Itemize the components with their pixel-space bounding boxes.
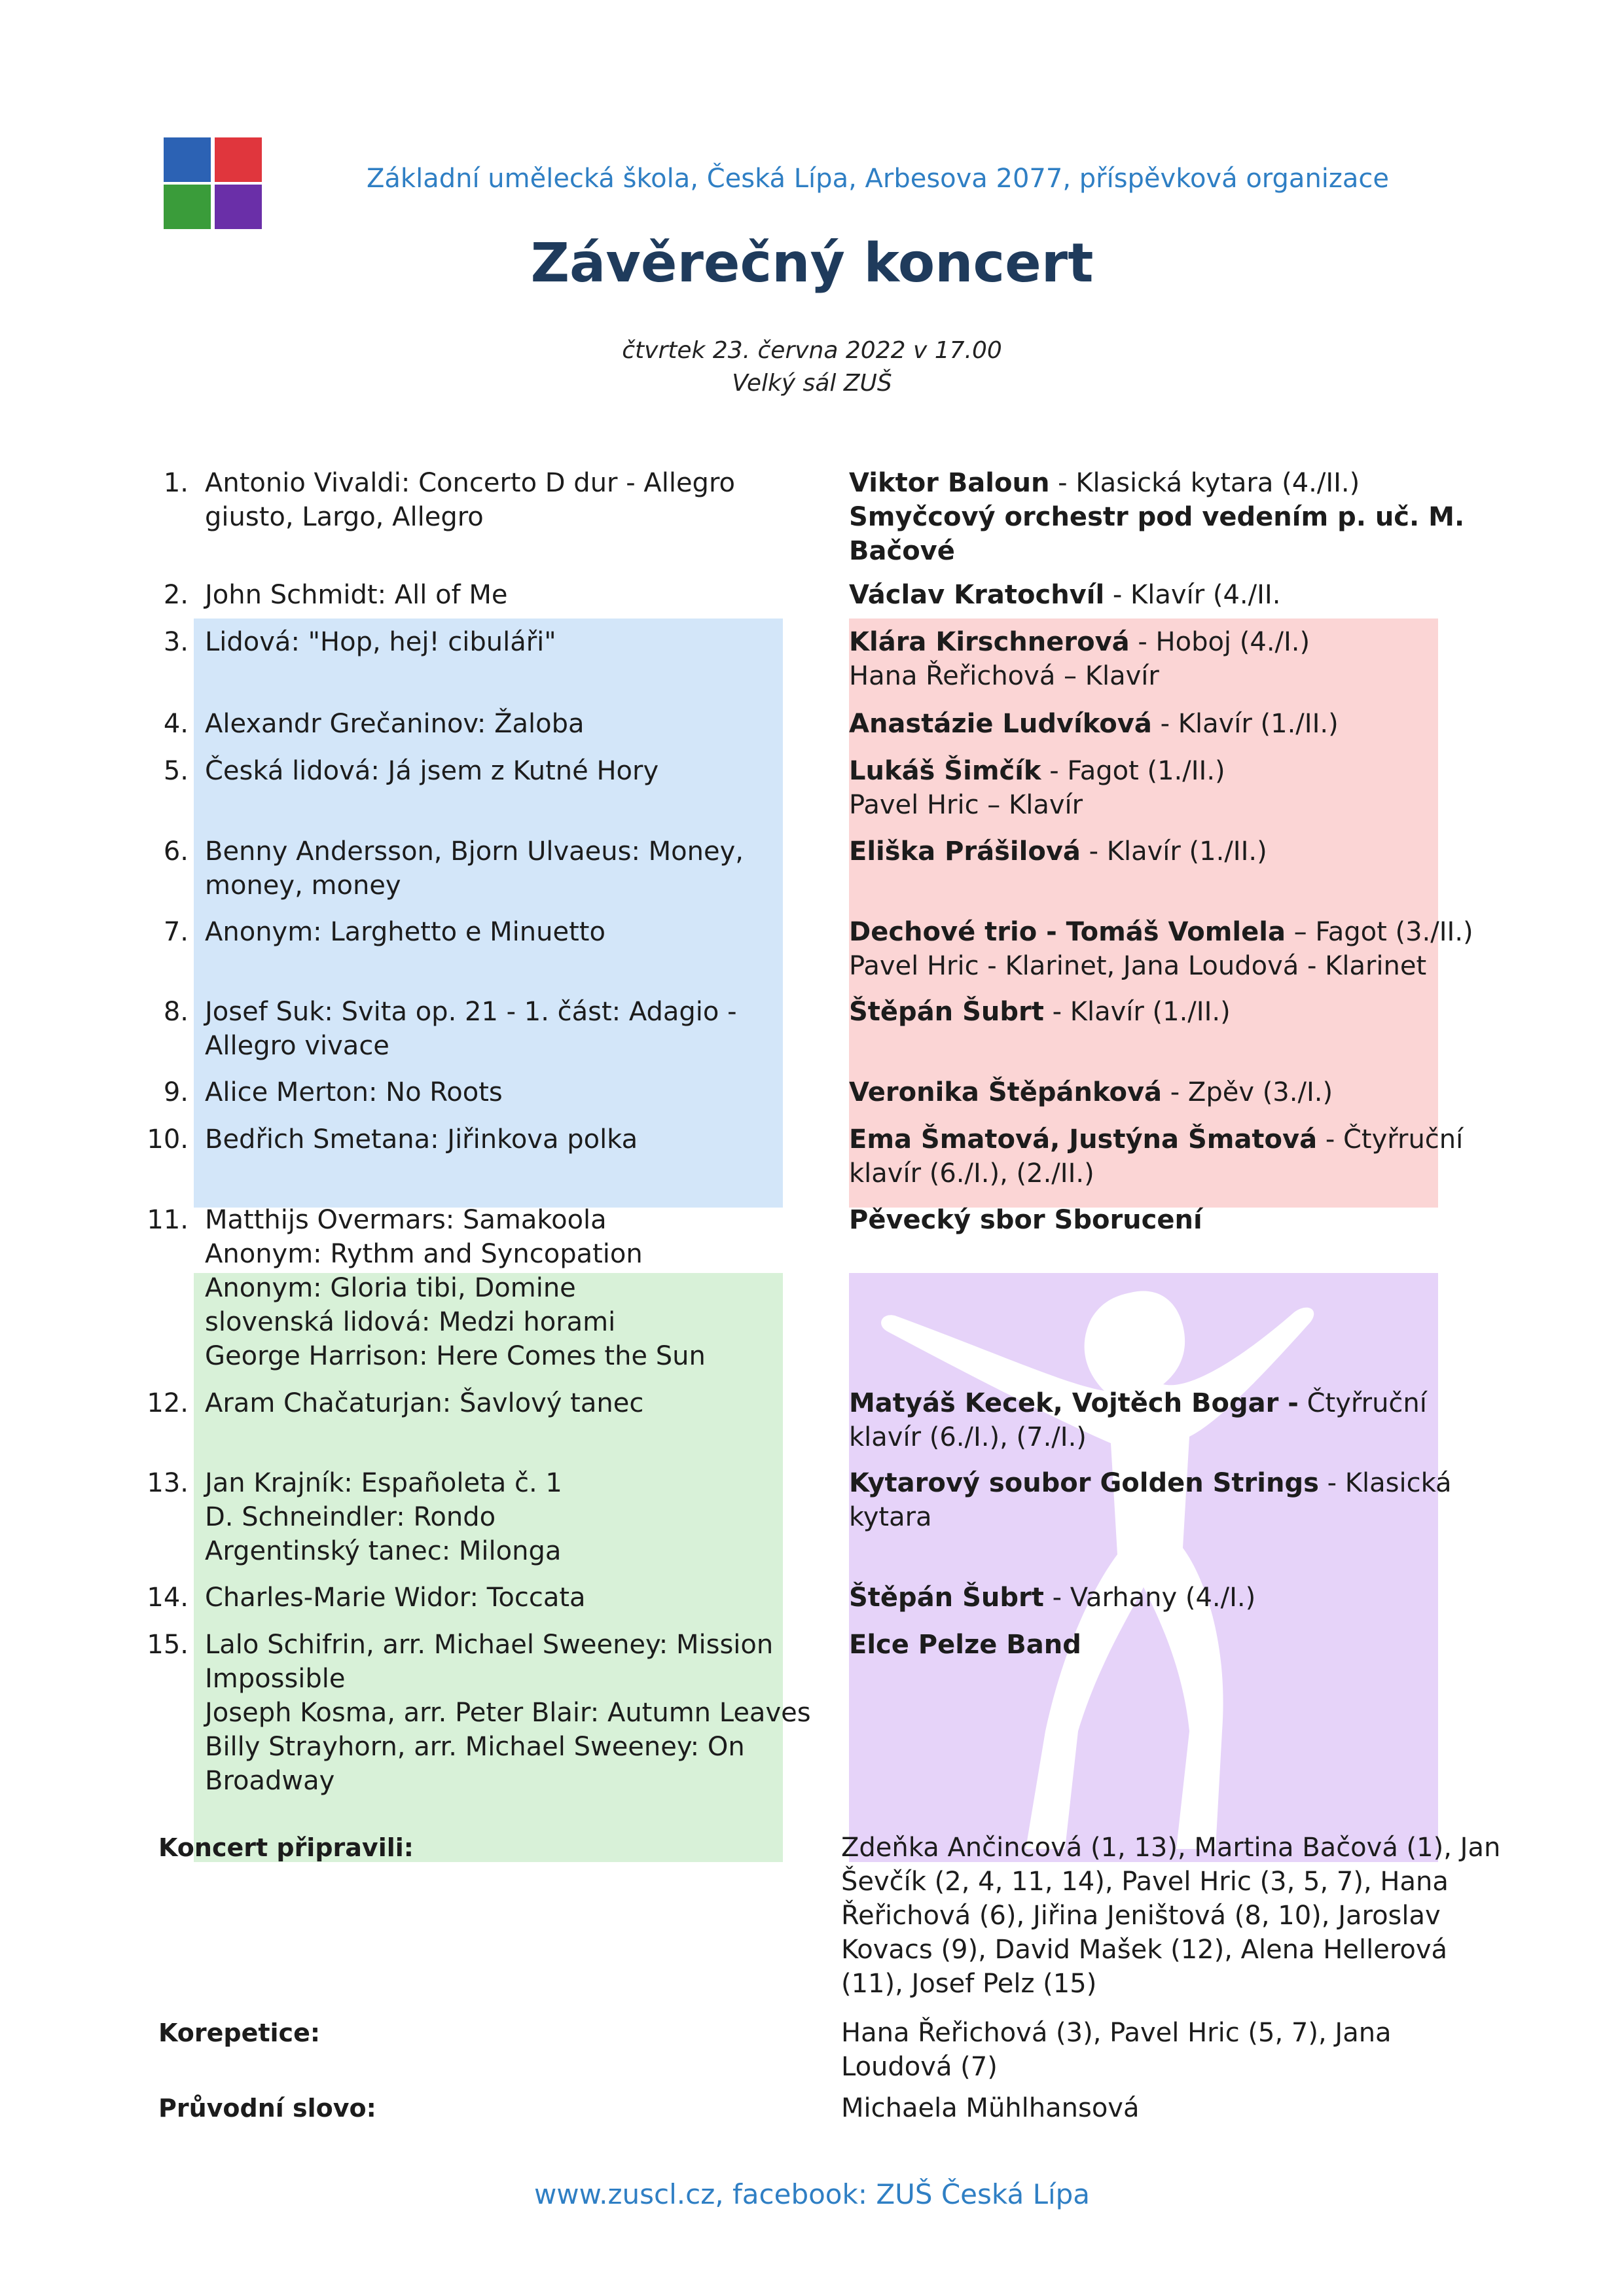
piece-line: D. Schneindler: Rondo <box>205 1502 496 1532</box>
program-performer <box>849 466 1504 568</box>
program-performer <box>849 707 1504 741</box>
school-name: Základní umělecká škola, Česká Lípa, Arbesova 2077, příspěvková organizace <box>367 164 1390 194</box>
performer-name: Veronika Štěpánková <box>849 1077 1163 1107</box>
program-performer <box>849 995 1504 1029</box>
performer-second-line <box>849 949 1504 983</box>
performer-name: Dechové trio - Tomáš Vomlela <box>849 917 1286 947</box>
performer-second-line <box>849 500 1504 568</box>
program-number: 5. <box>163 756 189 786</box>
program-piece <box>205 707 827 741</box>
performer-instrument: - Varhany (4./I.) <box>1043 1583 1256 1613</box>
prepared-label: Koncert připravili: <box>158 1833 414 1862</box>
performer-name: Elce Pelze Band <box>849 1630 1081 1660</box>
program-piece <box>205 1122 827 1157</box>
accompaniment-value: Hana Řeřichová (3), Pavel Hric (5, 7), Jana Loudová (7) <box>841 2018 1392 2082</box>
program-piece <box>205 578 827 612</box>
program-number: 11. <box>147 1205 189 1235</box>
performer-name: Lukáš Šimčík <box>849 756 1041 786</box>
piece-line: Benny Andersson, Bjorn Ulvaeus: Money, money, money <box>205 836 744 901</box>
program-number: 3. <box>163 627 189 657</box>
program-performer <box>849 1466 1504 1534</box>
accompaniment-label: Korepetice: <box>158 2018 321 2047</box>
performer-instrument: - Klavír (1./II.) <box>1151 709 1339 739</box>
program-performer <box>849 625 1504 693</box>
program-piece <box>205 915 827 949</box>
piece-line: Lidová: "Hop, hej! cibuláři" <box>205 627 556 657</box>
piece-line: Antonio Vivaldi: Concerto D dur - Allegro giusto, Largo, Allegro <box>205 468 735 532</box>
piece-line: Joseph Kosma, arr. Peter Blair: Autumn Leaves <box>205 1698 811 1728</box>
program-piece <box>205 1466 827 1568</box>
program-number: 1. <box>163 468 189 498</box>
program-piece <box>205 1581 827 1615</box>
program-performer <box>849 1122 1504 1191</box>
piece-line: Anonym: Rythm and Syncopation <box>205 1239 643 1269</box>
word-value: Michaela Mühlhansová <box>841 2093 1140 2123</box>
program-number: 2. <box>163 580 189 610</box>
program-performer <box>849 1386 1504 1454</box>
performer-instrument: - Zpěv (3./I.) <box>1162 1077 1333 1107</box>
performer-detail-2: Hana Řeřichová – Klavír <box>849 661 1159 691</box>
piece-line: Charles-Marie Widor: Toccata <box>205 1583 586 1613</box>
prepared-value: Zdeňka Ančincová (1, 13), Martina Bačová (1), Jan Ševčík (2, 4, 11, 14), Pavel Hric (3, 5, 7), Hana Řeřichová (6), Jiřina Jeništová (8, 10), Jaroslav Kovacs (9), David Mašek (12), Alena Hellerová (11), Josef Pelz (15) <box>841 1833 1501 1999</box>
program-number: 15. <box>147 1630 189 1660</box>
performer-instrument: - Klavír (1./II.) <box>1043 997 1231 1027</box>
program-number: 6. <box>163 836 189 867</box>
performer-instrument: - Klavír (4./II. <box>1104 580 1281 610</box>
piece-line: John Schmidt: All of Me <box>205 580 508 610</box>
page-title: Závěrečný koncert <box>530 232 1094 295</box>
program-performer <box>849 1203 1504 1237</box>
program-number: 10. <box>147 1124 189 1155</box>
program-piece <box>205 1386 827 1420</box>
performer-instrument: - Klasická kytara <box>849 1468 1452 1532</box>
word-label: Průvodní slovo: <box>158 2094 376 2123</box>
program-number: 13. <box>147 1468 189 1498</box>
performer-instrument: - Hoboj (4./I.) <box>1129 627 1310 657</box>
performer-name: Viktor Baloun <box>849 468 1050 498</box>
program-performer <box>849 834 1504 869</box>
piece-line: slovenská lidová: Medzi horami <box>205 1307 616 1337</box>
piece-line: Anonym: Larghetto e Minuetto <box>205 917 605 947</box>
performer-second-line <box>849 659 1504 693</box>
program-number: 12. <box>147 1388 189 1418</box>
piece-line: Argentinský tanec: Milonga <box>205 1536 562 1566</box>
performer-detail-2: Pavel Hric - Klarinet, Jana Loudová - Klarinet <box>849 951 1427 981</box>
program-performer <box>849 1581 1504 1615</box>
program-piece <box>205 834 827 903</box>
performer-name: Matyáš Kecek, Vojtěch Bogar - <box>849 1388 1299 1418</box>
piece-line: Alice Merton: No Roots <box>205 1077 503 1107</box>
program-piece <box>205 754 827 788</box>
performer-name: Štěpán Šubrt <box>849 997 1044 1027</box>
piece-line: Alexandr Grečaninov: Žaloba <box>205 709 585 739</box>
logo-purple-icon <box>215 185 262 229</box>
logo-red-icon <box>215 137 262 182</box>
program-piece <box>205 995 827 1063</box>
performer-instrument: - Fagot (1./II.) <box>1041 756 1225 786</box>
performer-instrument: - Klasická kytara (4./II.) <box>1049 468 1360 498</box>
piece-line: Lalo Schifrin, arr. Michael Sweeney: Mission Impossible <box>205 1630 774 1694</box>
program-piece <box>205 1203 827 1373</box>
program-performer <box>849 578 1504 612</box>
performer-instrument: Čtyřruční klavír (6./I.), (7./I.) <box>849 1388 1427 1452</box>
background-purple-panel <box>849 1273 1438 1862</box>
piece-line: Česká lidová: Já jsem z Kutné Hory <box>205 756 659 786</box>
website-link[interactable]: www.zuscl.cz, facebook: ZUŠ Česká Lípa <box>533 2178 1091 2210</box>
program-performer <box>849 1075 1504 1109</box>
logo-green-icon <box>164 185 211 229</box>
piece-line: Bedřich Smetana: Jiřinkova polka <box>205 1124 638 1155</box>
program-performer <box>849 754 1504 822</box>
program-number: 4. <box>163 709 189 739</box>
performer-name: Štěpán Šubrt <box>849 1583 1044 1613</box>
performer-name-2: Smyčcový orchestr pod vedením p. uč. M. Bačové <box>849 502 1465 566</box>
program-piece <box>205 625 827 659</box>
performer-instrument: - Čtyřruční klavír (6./I.), (2./II.) <box>849 1124 1464 1189</box>
program-number: 9. <box>163 1077 189 1107</box>
program-performer <box>849 915 1504 983</box>
piece-line: Jan Krajník: Españoleta č. 1 <box>205 1468 562 1498</box>
program-piece <box>205 1628 827 1798</box>
concert-date: čtvrtek 23. června 2022 v 17.00 <box>622 337 1002 364</box>
logo-blue-icon <box>164 137 211 182</box>
piece-line: Anonym: Gloria tibi, Domine <box>205 1273 576 1303</box>
performer-instrument: – Fagot (3./II.) <box>1285 917 1473 947</box>
program-number: 8. <box>163 997 189 1027</box>
concert-venue: Velký sál ZUŠ <box>732 370 892 397</box>
performer-name: Klára Kirschnerová <box>849 627 1130 657</box>
performer-name: Kytarový soubor Golden Strings <box>849 1468 1319 1498</box>
performer-name: Ema Šmatová, Justýna Šmatová <box>849 1124 1318 1155</box>
program-piece <box>205 1075 827 1109</box>
performer-instrument: - Klavír (1./II.) <box>1080 836 1267 867</box>
piece-line: Aram Chačaturjan: Šavlový tanec <box>205 1388 644 1418</box>
performer-name: Pěvecký sbor Sborucení <box>849 1205 1202 1235</box>
program-number: 14. <box>147 1583 189 1613</box>
piece-line: Josef Suk: Svita op. 21 - 1. část: Adagio - Allegro vivace <box>205 997 737 1061</box>
program-performer <box>849 1628 1504 1662</box>
dancer-silhouette-icon <box>849 1273 1438 1862</box>
piece-line: Matthijs Overmars: Samakoola <box>205 1205 607 1235</box>
piece-line: Billy Strayhorn, arr. Michael Sweeney: On Broadway <box>205 1732 745 1796</box>
performer-name: Anastázie Ludvíková <box>849 709 1152 739</box>
program-piece <box>205 466 827 534</box>
program-number: 7. <box>163 917 189 947</box>
performer-name: Václav Kratochvíl <box>849 580 1105 610</box>
school-logo <box>164 137 262 229</box>
performer-detail-2: Pavel Hric – Klavír <box>849 790 1083 820</box>
performer-name: Eliška Prášilová <box>849 836 1081 867</box>
piece-line: George Harrison: Here Comes the Sun <box>205 1341 706 1371</box>
performer-second-line <box>849 788 1504 822</box>
